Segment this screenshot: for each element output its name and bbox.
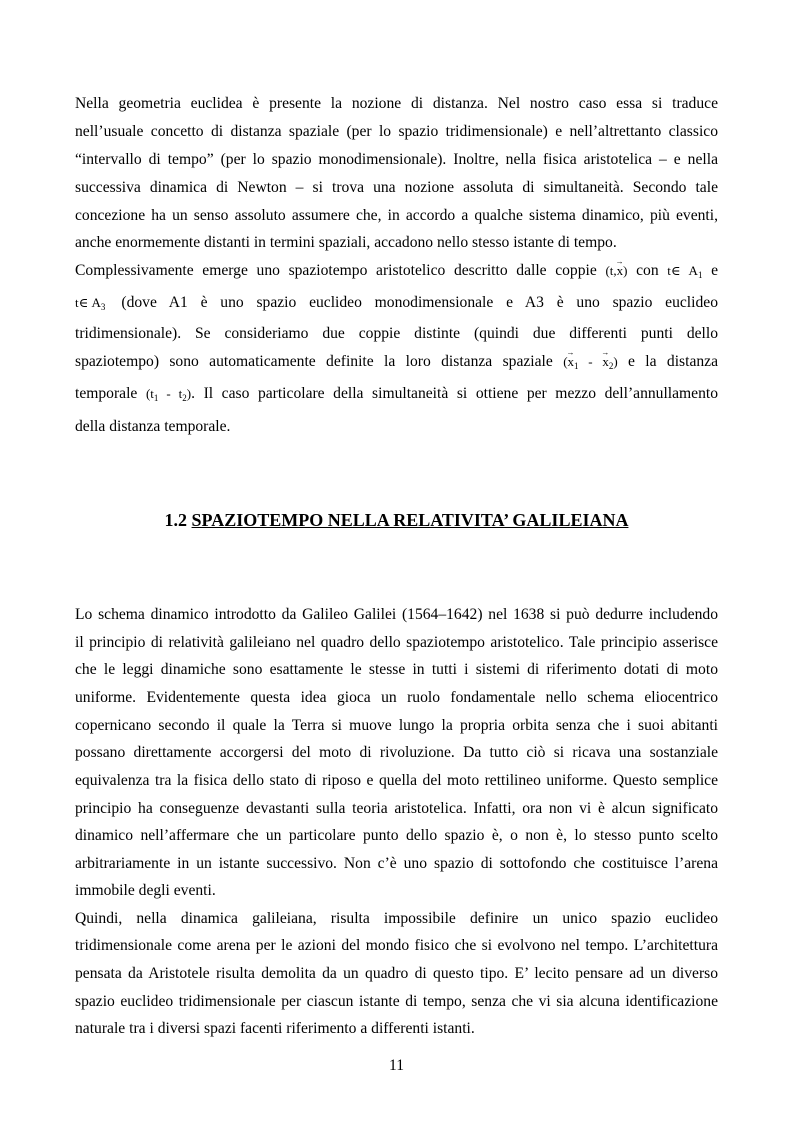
paragraph-line: immobile degli eventi. xyxy=(75,882,216,899)
paragraph-line xyxy=(75,384,718,408)
line-text: temporale xyxy=(75,385,138,402)
paragraph-line: principio ha conseguenze devastanti sulla teoria aristotelica. Infatti, ora non vi è alcun significato xyxy=(75,800,718,817)
paragraph-line xyxy=(75,261,718,285)
paragraph-line: nell’usuale concetto di distanza spaziale (per lo spazio tridimensionale) e nell’altrettanto classico xyxy=(75,123,718,140)
paragraph-line: arbitrariamente in un istante successivo. Non c’è uno spazio di sottofondo che costituisce l’arena xyxy=(75,855,718,872)
paragraph-line: equivalenza tra la fisica dello stato di riposo e quella del moto rettilineo uniforme. Questo semplice xyxy=(75,772,718,789)
paragraph-line: tridimensionale). Se consideriamo due coppie distinte (quindi due differenti punti dello xyxy=(75,325,718,342)
paragraph-line: “intervallo di tempo” (per lo spazio monodimensionale). Inoltre, nella fisica aristotelica – e nella xyxy=(75,151,718,168)
paragraph-line: Nella geometria euclidea è presente la nozione di distanza. Nel nostro caso essa si traduce xyxy=(75,95,718,112)
section-heading xyxy=(0,508,793,532)
line-text: con xyxy=(636,262,659,279)
page-number: 11 xyxy=(388,1057,404,1074)
paragraph-line xyxy=(75,352,718,376)
line-text: . Il caso particolare della simultaneità si ottiene per mezzo dell’annullamento xyxy=(191,385,719,402)
paragraph-line: dinamico nell’affermare che un particolare punto dello spazio è, o non è, lo stesso punto scelto xyxy=(75,827,718,844)
paragraph-line: anche enormemente distanti in termini spaziali, accadono nello stesso istante di tempo. xyxy=(75,234,617,251)
paragraph-line: spazio euclideo tridimensionale per ciascun istante di tempo, senza che vi sia alcuna identificazione xyxy=(75,993,718,1010)
line-text: (dove A1 è uno spazio euclideo monodimensionale e A3 è uno spazio euclideo xyxy=(121,294,718,311)
paragraph-line xyxy=(75,293,718,317)
paragraph-line: successiva dinamica di Newton – si trova una nozione assoluta di simultaneità. Secondo tale xyxy=(75,179,718,196)
math-t-in-A3: t∈ $A_3$ xyxy=(75,295,106,312)
paragraph-line: copernicano secondo il quale la Terra si muove lungo la propria orbita senza che i suoi abitanti xyxy=(75,717,718,734)
paragraph-line: possano direttamente accorgersi del moto di rivoluzione. Da tutto ciò si ricava una sostanziale xyxy=(75,744,718,761)
paragraph-line: uniforme. Evidentemente questa idea gioca un ruolo fondamentale nello schema eliocentrico xyxy=(75,689,718,706)
math-pair-t-x: (t,→ x) xyxy=(605,263,627,278)
paragraph-line: Lo schema dinamico introdotto da Galileo Galilei (1564–1642) nel 1638 si può dedurre includendo xyxy=(75,606,718,623)
paragraph-line: pensata da Aristotele risulta demolita da un quadro di questo tipo. E’ lecito pensare ad un diverso xyxy=(75,965,718,982)
paragraph-line: della distanza temporale. xyxy=(75,418,231,435)
paragraph-line: il principio di relatività galileiano nel quadro dello spaziotempo aristotelico. Tale principio asserisce xyxy=(75,634,718,651)
paragraph-line: Quindi, nella dinamica galileiana, risulta impossibile definire un unico spazio euclideo xyxy=(75,910,718,927)
line-text: e la distanza xyxy=(628,353,719,370)
paragraph-line: che le leggi dinamiche sono esattamente le stesse in tutti i sistemi di riferimento dotati di moto xyxy=(75,661,718,678)
paragraph-line: concezione ha un senso assoluto assumere che, in accordo a qualche sistema dinamico, più eventi, xyxy=(75,207,718,224)
section-title: SPAZIOTEMPO NELLA RELATIVITA’ GALILEIANA xyxy=(191,510,629,530)
math-t-in-A1: t∈ $A_1$ xyxy=(667,263,703,280)
line-text: Complessivamente emerge uno spaziotempo aristotelico descritto dalle coppie xyxy=(75,262,597,279)
math-spatial-distance: (→ $x_1$ - → $x_2$) xyxy=(563,354,617,369)
line-text: spaziotempo) sono automaticamente definite la loro distanza spaziale xyxy=(75,353,553,370)
math-temporal-distance: $(t_1 - t_2)$ xyxy=(145,386,192,403)
section-number: 1.2 xyxy=(164,510,188,530)
paragraph-line: tridimensionale come arena per le azioni del mondo fisico che si evolvono nel tempo. L’architettura xyxy=(75,937,718,954)
line-text: e xyxy=(711,262,718,279)
paragraph-line: naturale tra i diversi spazi facenti riferimento a differenti istanti. xyxy=(75,1020,475,1037)
